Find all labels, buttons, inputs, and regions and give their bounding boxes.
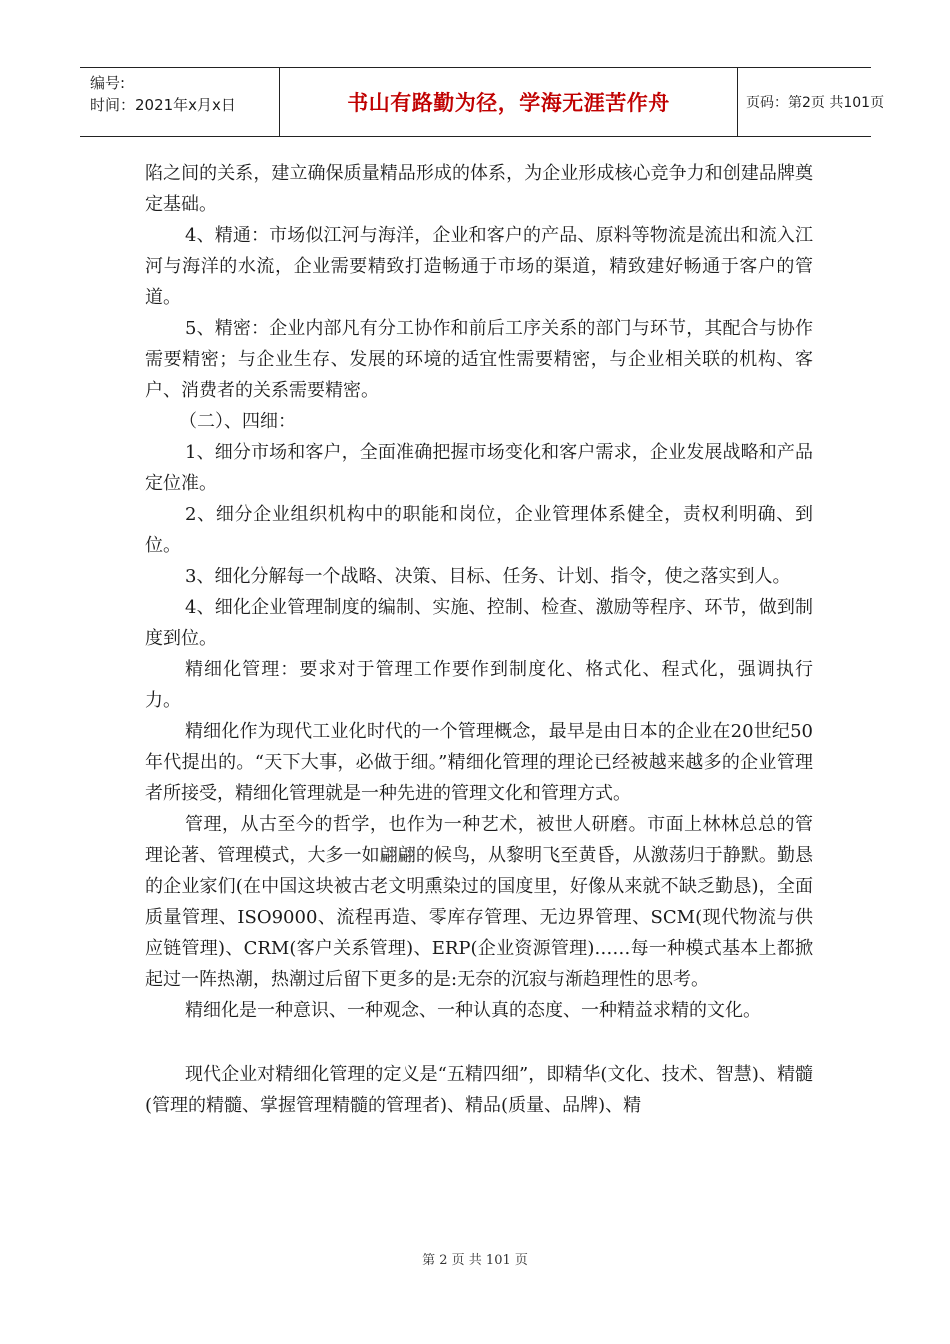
page-footer: 第 2 页 共 101 页 <box>422 1253 528 1268</box>
paragraph: 3、细化分解每一个战略、决策、目标、任务、计划、指令，使之落实到人。 <box>185 566 791 587</box>
paragraph: 4、精通：市场似江河与海洋，企业和客户的产品、原料等物流是流出和流入江河与海洋的水流，企业需要精致打造畅通于市场的渠道，精致建好畅通于客户的管道。 <box>145 225 813 308</box>
section-heading: （二）、四细： <box>179 411 296 432</box>
paragraph: 管理，从古至今的哲学，也作为一种艺术，被世人研磨。市面上林林总总的管理论著、管理模式，大多一如翩翩的候鸟，从黎明飞至黄昏，从激荡归于静默。勤恳的企业家们(在中国这块被古老文明熏染过的国度里，好像从来就不缺乏勤恳)，全面质量管理、ISO9000、流程再造、零库存管理、无边界管理、SCM(现代物流与供应链管理)、CRM(客户关系管理)、ERP(企业资源管理)……每一种模式基本上都掀起过一阵热潮，热潮过后留下更多的是:无奈的沉寂与渐趋理性的思考。 <box>145 814 813 990</box>
paragraph: 精细化是一种意识、一种观念、一种认真的态度、一种精益求精的文化。 <box>185 1000 761 1021</box>
header-page-number: 页码：第2页 共101页 <box>746 95 885 111</box>
paragraph: 5、精密：企业内部凡有分工协作和前后工序关系的部门与环节，其配合与协作需要精密；与企业生存、发展的环境的适宜性需要精密，与企业相关联的机构、客户、消费者的关系需要精密。 <box>145 318 813 401</box>
paragraph: 现代企业对精细化管理的定义是“五精四细”，即精华(文化、技术、智慧)、精髓(管理的精髓、掌握管理精髓的管理者)、精品(质量、品牌)、精 <box>145 1064 813 1116</box>
paragraph: 精细化作为现代工业化时代的一个管理概念，最早是由日本的企业在20世纪50年代提出的。“天下大事，必做于细。”精细化管理的理论已经被越来越多的企业管理者所接受，精细化管理就是一种先进的管理文化和管理方式。 <box>145 721 813 804</box>
document-number-label: 编号: <box>90 74 126 92</box>
document-body <box>145 158 813 1121</box>
header-motto: 书山有路勤为径，学海无涯苦作舟 <box>347 91 670 115</box>
paragraph: 陷之间的关系，建立确保质量精品形成的体系，为企业形成核心竞争力和创建品牌奠定基础。 <box>145 163 813 215</box>
header-page-cell <box>738 68 885 136</box>
paragraph: 4、细化企业管理制度的编制、实施、控制、检查、激励等程序、环节，做到制度到位。 <box>145 597 813 649</box>
document-time-label: 时间：2021年x月x日 <box>90 96 236 114</box>
paragraph: 1、细分市场和客户，全面准确把握市场变化和客户需求，企业发展战略和产品定位准。 <box>145 442 813 494</box>
header-meta-cell <box>80 68 280 136</box>
paragraph: 精细化管理：要求对于管理工作要作到制度化、格式化、程式化，强调执行力。 <box>145 659 813 711</box>
page-header <box>80 67 885 137</box>
paragraph: 2、细分企业组织机构中的职能和岗位，企业管理体系健全，责权利明确、到位。 <box>145 504 813 556</box>
header-motto-cell <box>280 68 738 136</box>
